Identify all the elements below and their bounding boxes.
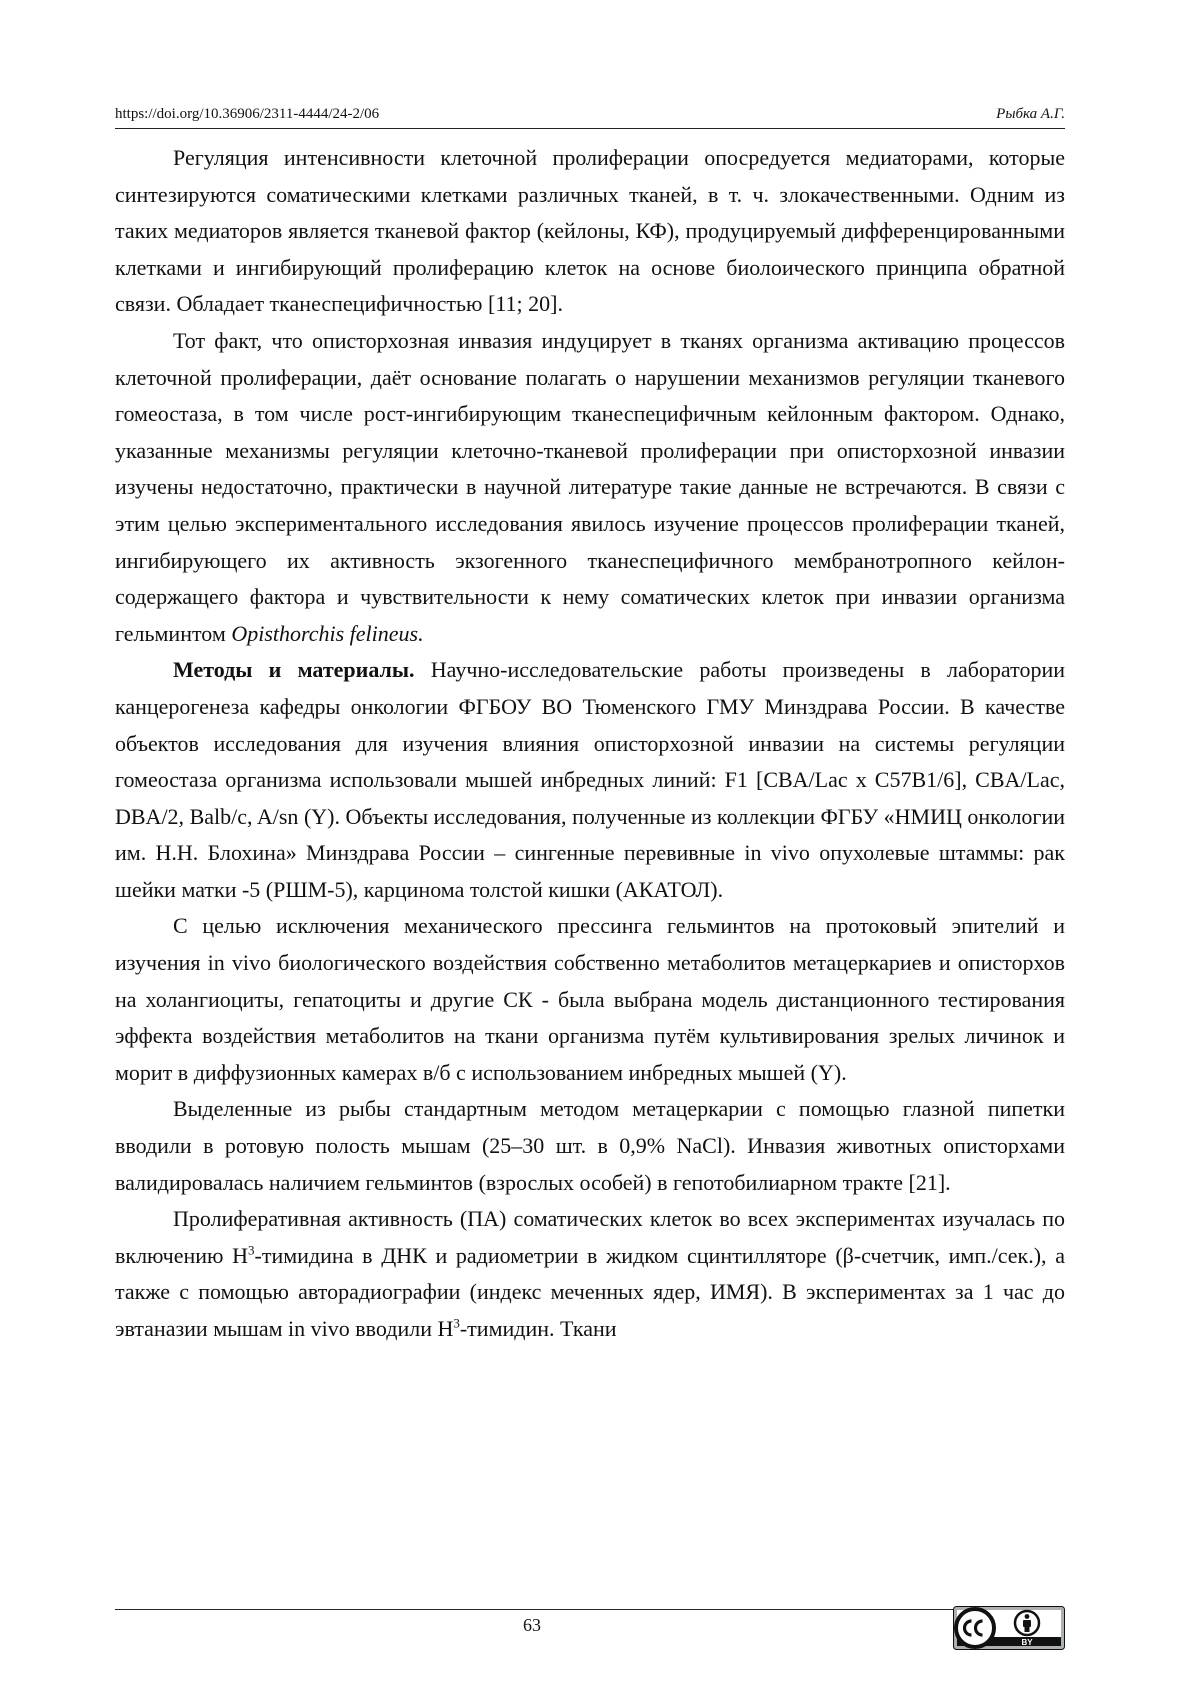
cc-by-label: BY [1021,1638,1033,1647]
footer-divider [115,1609,953,1610]
article-body [115,140,1065,1348]
paragraph-methods [115,652,1065,908]
running-header [115,104,1065,129]
pa-text-part1: Пролиферативная активность (ПА) соматических клеток во всех экспериментах изучалась по включению Н [115,1206,1065,1268]
doi-link[interactable]: https://doi.org/10.36906/2311-4444/24-2/06 [115,106,380,122]
paragraph-proliferative-activity [115,1201,1065,1347]
paragraph-study-aim [115,323,1065,652]
cc-by-icon[interactable] [953,1606,1065,1650]
pa-text-part2: -тимидина в ДНК и радиометрии в жидком сцинтилляторе (β-счетчик, имп./сек.), а также с помощью авторадиографии (индекс меченных ядер, ИМЯ). В экспериментах за 1 час до эвтаназии мышам in vivo вводили Н [115,1242,1066,1341]
superscript-3-second: 3 [453,1315,460,1331]
pa-text-part3: -тимидин. Ткани [459,1316,617,1341]
methods-heading: Методы и материалы. [173,657,415,683]
superscript-3-first: 3 [248,1242,255,1258]
paragraph-metacercariae: Выделенные из рыбы стандартным методом метацеркарии с помощью глазной пипетки вводили в ротовую полость мышам (25–30 шт. в 0,9% NaCl). Инвазия животных описторхами валидировалась наличием гельминтов (взрослых особей) в гепотобилиарном тракте [21]. [115,1096,1065,1195]
methods-text: Научно-исследовательские работы произведены в лаборатории канцерогенеза кафедры онкологии ФГБОУ ВО Тюменского ГМУ Минздрава России. В качестве объектов исследования для изучения влияния описторхозной инвазии на системы регуляции гомеостаза организма использовали мышей инбредных линий: F1 [CBA/Lac x C57B1/6], CBA/Lac, DBA/2, Balb/c, A/sn (Y). Объекты исследования, полученные из коллекции ФГБУ «НМИЦ онкологии им. Н.Н. Блохина» Минздрава России – сингенные перевивные in vivo опухолевые штаммы: рак шейки матки -5 (РШМ-5), карцинома толстой кишки (АКАТОЛ). [115,657,1065,902]
study-aim-text: Тот факт, что описторхозная инвазия индуцирует в тканях организма активацию процессов клеточной пролиферации, даёт основание полагать о нарушении механизмов регуляции тканевого гомеостаза, в том числе рост-ингибирующим тканеспецифичным кейлонным фактором. Однако, указанные механизмы регуляции клеточно-тканевой пролиферации при описторхозной инвазии изучены недостаточно, практически в научной литературе такие данные не встречаются. В связи с этим целью экспериментального исследования явилось изучение процессов пролиферации тканей, ингибирующего их активность экзогенного тканеспецифичного мембранотропного кейлон-содержащего фактора и чувствительности к нему соматических клеток при инвазии организма гельминтом [115,327,1065,646]
paragraph-diffusion-chambers: С целью исключения механического прессинга гельминтов на протоковый эпителий и изучения in vivo биологического воздействия собственно метаболитов метацеркариев и описторхов на холангиоциты, гепатоциты и другие СК - была выбрана модель дистанционного тестирования эффекта воздействия метаболитов на ткани организма путём культивирования зрелых личинок и морит в диффузионных камерах в/б с использованием инбредных мышей (Y). [115,913,1065,1085]
paragraph-keylon-regulation: Регуляция интенсивности клеточной пролиферации опосредуется медиаторами, которые синтезируются соматическими клетками различных тканей, в т. ч. злокачественными. Одним из таких медиаторов является тканевой фактор (кейлоны, КФ), продуцируемый дифференцированными клетками и ингибирующий пролиферацию клеток на основе биолоического принципа обратной связи. Обладает тканеспецифичностью [11; 20]. [115,145,1065,317]
running-author: Рыбка А.Г. [996,106,1065,122]
species-name: Opisthorchis felineus. [231,620,424,646]
page-number: 63 [523,1615,541,1635]
